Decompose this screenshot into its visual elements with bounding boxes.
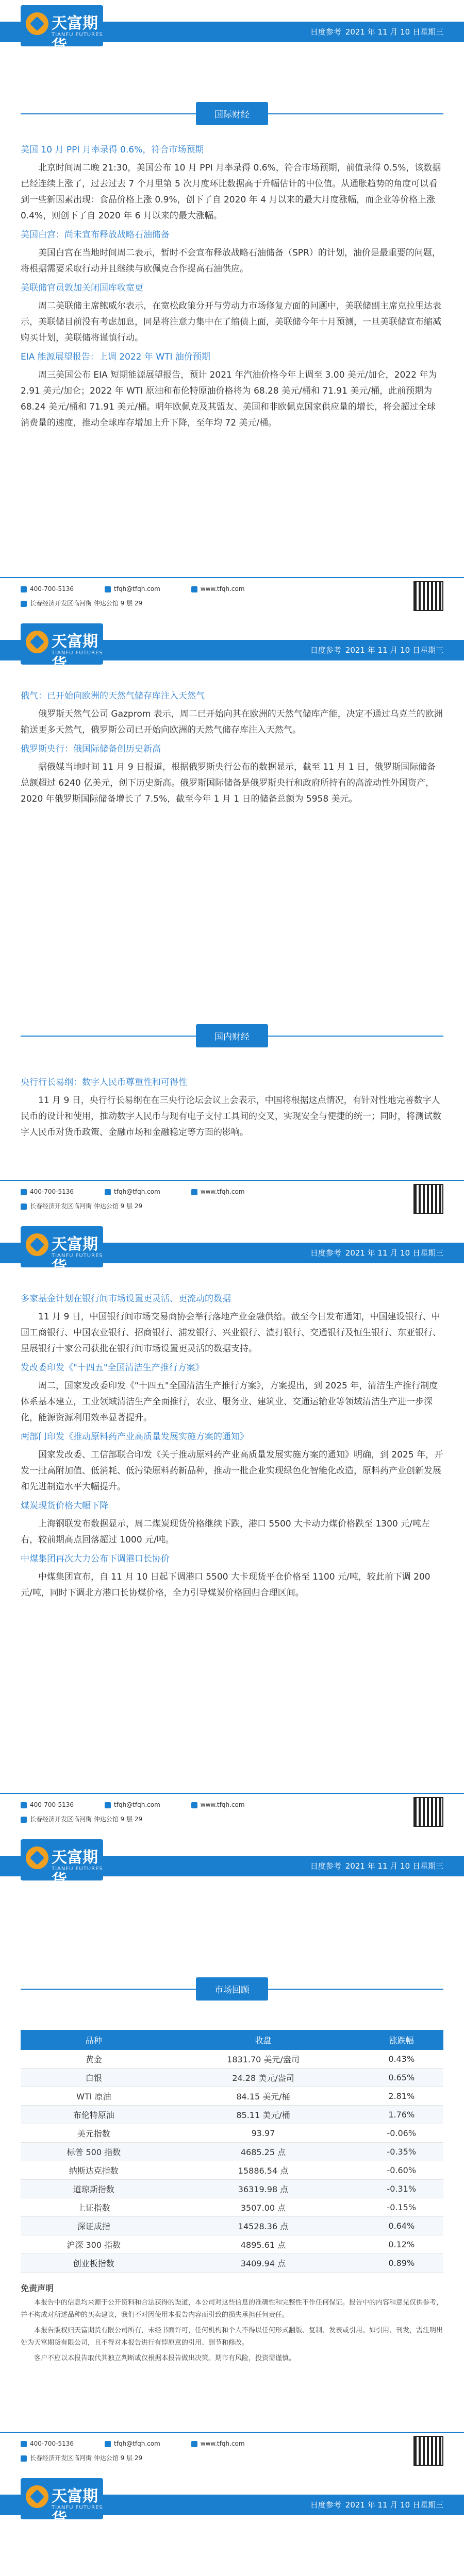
news-headline: 中煤集团再次大力公布下调港口长协价 [21, 1554, 170, 1564]
domestic-news-part1 [21, 1072, 443, 1144]
page-header: 天富期货 TIANFU FUTURES 日度参考 2021 年 11 月 10 日星期三 [0, 2473, 464, 2524]
column-header: 品种 [21, 2030, 167, 2050]
table-row: 美元指数 93.97 -0.06% [21, 2124, 443, 2143]
logo-icon [26, 12, 48, 35]
column-header: 涨跌幅 [359, 2030, 443, 2050]
news-body: 周三美国公布 EIA 短期能源展望报告，预计 2021 年汽油价格今年上调至 3.00 美元/加仑，2022 年为 2.91 美元/加仑；2022 年 WTI 原油和布伦特原油价格将为 68.28 美元/桶和 71.91 美元/桶，此前预期为 68.24 美元/桶和 71.91 美元/桶。明年欧佩克及其盟友、美国和非欧佩克国家供应量的增长，将会超过全球消费量的速度，推动全球库存增加上升下降，至年均 72 美元/桶。 [21, 370, 437, 428]
qr-code [413, 581, 443, 611]
table-row: 深证成指 14528.36 点 0.64% [21, 2217, 443, 2235]
section-title: 国际财经 [196, 102, 268, 125]
page-footer: 400-700-5136 tfqh@tfqh.com www.tfqh.com 长春经济开发区临河街 仲达公馆 9 层 29 [0, 2432, 464, 2469]
intl-news-part1 [21, 139, 443, 434]
table-row: 布伦特原油 85.11 美元/桶 1.76% [21, 2106, 443, 2124]
news-body: 周二，国家发改委印发《"十四五"全国清洁生产推行方案》，方案提出，到 2025 年，清洁生产推行制度体系基本建立，工业领域清洁生产全面推行，农业、服务业、建筑业、交通运输业等领域清洁生产进一步深化，能源资源利用效率显著提升。 [21, 1381, 438, 1423]
table-row: 道琼斯指数 36319.98 点 -0.31% [21, 2180, 443, 2198]
news-headline: 煤炭现货价格大幅下降 [21, 1501, 108, 1511]
disclaimer-title: 免责声明 [21, 2283, 54, 2293]
page-header: 天富期货 TIANFU FUTURES 日度参考 2021 年 11 月 10 日星期三 [0, 1221, 464, 1273]
report-date: 日度参考 2021 年 11 月 10 日星期三 [310, 27, 443, 37]
news-body: 11 月 9 日，央行行长易纲在在三央行论坛会议上会表示，中国将根据这点情况，有针对性地完善数字人民币的设计和使用，推动数字人民币与现有电子支付工具间的交叉，实现安全与便捷的统一；同时，将测试数字人民币对货币政策、金融市场和金融稳定等方面的影响。 [21, 1095, 441, 1138]
news-headline: 多家基金计划在银行间市场设置更灵活、更流动的数据 [21, 1294, 231, 1304]
logo-subtext: TIANFU FUTURES [52, 32, 103, 38]
section-header-intl [0, 98, 464, 129]
news-headline: 美国 10 月 PPI 月率录得 0.6%，符合市场预期 [21, 145, 204, 155]
table-row: 上证指数 3507.00 点 -0.15% [21, 2198, 443, 2217]
page-header [0, 0, 464, 55]
news-headline: 央行行长易纲：数字人民币尊重性和可得性 [21, 1077, 187, 1088]
section-title: 国内财经 [196, 1024, 268, 1047]
table-row: 沪深 300 指数 4895.61 点 0.12% [21, 2235, 443, 2254]
news-headline: 俄气：已开始向欧洲的天然气储存库注入天然气 [21, 691, 205, 701]
table-row: 纳斯达克指数 15886.54 点 -0.60% [21, 2161, 443, 2180]
page-header: 天富期货 TIANFU FUTURES 日度参考 2021 年 11 月 10 日星期三 [0, 1834, 464, 1886]
web-icon [191, 586, 197, 592]
table-row: 白银 24.28 美元/盎司 0.65% [21, 2069, 443, 2087]
news-body: 中煤集团宣布，自 11 月 10 日起下调港口 5500 大卡现货平仓价格至 1100 元/吨，较此前下调 200 元/吨，同时下调北方港口长协煤价格，全力引导煤炭价格回归合理区间。 [21, 1572, 430, 1598]
domestic-news-part2 [21, 1288, 443, 1604]
logo-text: 天富期货 [52, 14, 98, 55]
news-body: 北京时间周二晚 21:30，美国公布 10 月 PPI 月率录得 0.6%，符合市场预期，前值录得 0.5%，该数据已经连续上涨了，过去过去 7 个月里第 5 次月度环比数据高于升幅估计的中位值。从通胀趋势的角度可以看到一些新因素出现：食品价格上涨 0.9%，创下了自 2020 年 4 月以来的最大月度涨幅，而企业等价格上涨 0.4%，则创下了自 2020 年 6 月以来的最大涨幅。 [21, 163, 441, 221]
intl-news-part2 [21, 685, 443, 810]
news-headline: 发改委印发《"十四五"全国清洁生产推行方案》 [21, 1363, 204, 1373]
news-headline: 美联储官员敦加关闭国库收宽更 [21, 283, 143, 293]
news-body: 11 月 9 日，中国银行间市场交易商协会举行落地产业金融供给。截至今日发布通知，中国建设银行、中国工商银行、中国农业银行、招商银行、浦发银行、兴业银行、渣打银行、交通银行及恒生银行、东亚银行、星展银行十家公司获批在银行间市场设置更灵活的数据支持。 [21, 1312, 441, 1354]
logo [21, 5, 103, 55]
column-header: 收盘 [167, 2030, 360, 2050]
disclaimer-text: 本报告中的信息均来源于公开资料和合法获得的渠道，本公司对这些信息的准确性和完整性不作任何保证。报告中的内容和意见仅供参考，并不构成对所述品种的买卖建议，我们不对因使用本报告内容而引致的损失承担任何责任。 [21, 2299, 443, 2319]
news-body: 周二美联储主席鲍威尔表示，在宽松政策分开与劳动力市场修复方面的问题中，美联储副主席克拉里达表示，美联储目前没有考虑加息，同是将注意力集中在了缩债上面，美联储今年十月预测，一旦美联储宣布缩减购买计划，美联储将谨慎行动。 [21, 301, 441, 343]
table-row: 黄金 1831.70 美元/盎司 0.43% [21, 2050, 443, 2069]
section-header-domestic [0, 1020, 464, 1051]
news-body: 美国白宫在当地时间周二表示，暂时不会宣布释放战略石油储备（SPR）的计划，油价是最重要的问题，将根据需要采取行动并且继续与欧佩克合作提高石油供应。 [21, 248, 441, 274]
table-row: 创业板指数 3409.94 点 0.89% [21, 2254, 443, 2273]
disclaimer-text: 本报告版权归天富期货有限公司所有，未经书面许可，任何机构和个人不得以任何形式翻版、复制、发表或引用。如引用、刊发，需注明出处为天富期货有限公司，且不得对本报告进行有悖原意的引用、删节和修改。 [21, 2327, 443, 2347]
news-headline: 美国白宫：尚未宣布释放战略石油储备 [21, 230, 170, 240]
disclaimer [21, 2282, 443, 2368]
table-row: WTI 原油 84.15 美元/桶 2.81% [21, 2087, 443, 2106]
phone-icon [21, 586, 27, 592]
location-icon [21, 601, 27, 607]
news-headline: EIA 能源展望报告：上调 2022 年 WTI 油价预期 [21, 352, 210, 362]
news-body: 俄罗斯天然气公司 Gazprom 表示，周二已开始向其在欧洲的天然气储库产能，决定不通过乌克兰的欧洲输送更多天然气，俄罗斯公司已开始向欧洲的天然气储存库注入天然气。 [21, 709, 443, 735]
page-header: 天富期货 TIANFU FUTURES 日度参考 2021 年 11 月 10 日星期三 [0, 618, 464, 670]
news-body: 据俄媒当地时间 11 月 9 日报道，根据俄罗斯央行公布的数据显示，截至 11 月 1 日，俄罗斯国际储备总额超过 6240 亿美元，创下历史新高。俄罗斯国际储备是俄罗斯央行和政府所持有的高流动性外国资产，2020 年俄罗斯国际储备增长了 7.5%，截至今年 1 月 1 日的储备总额为 5958 美元。 [21, 762, 436, 804]
page-footer: 400-700-5136 tfqh@tfqh.com www.tfqh.com 长春经济开发区临河街 仲达公馆 9 层 29 [0, 1180, 464, 1217]
news-headline: 两部门印发《推动原料药产业高质量发展实施方案的通知》 [21, 1432, 248, 1442]
section-header-market [0, 1973, 464, 2004]
disclaimer-text: 客户不应以本报告取代其独立判断或仅根据本报告做出决策。期市有风险，投资需谨慎。 [34, 2354, 296, 2362]
page-footer: 400-700-5136 tfqh@tfqh.com www.tfqh.com 长春经济开发区临河街 仲达公馆 9 层 29 [0, 577, 464, 614]
mail-icon [105, 586, 111, 592]
news-headline: 俄罗斯央行：俄国际储备创历史新高 [21, 744, 161, 754]
news-body: 上海钢联发布数据显示，周二煤炭现货价格继续下跌，港口 5500 大卡动力煤价格跌至 1300 元/吨左右，较前期高点回落超过 1000 元/吨。 [21, 1519, 430, 1545]
section-title: 市场回顾 [196, 1977, 268, 2001]
news-body: 国家发改委、工信部联合印发《关于推动原料药产业高质量发展实施方案的通知》明确，到 2025 年，开发一批高附加值、低消耗、低污染原料药新品种，推动一批企业实现绿色化智能化改造，原料药产业创新发展和先进制造水平大幅提升。 [21, 1450, 443, 1492]
page-footer: 400-700-5136 tfqh@tfqh.com www.tfqh.com 长春经济开发区临河街 仲达公馆 9 层 29 [0, 1793, 464, 1830]
table-row: 标普 500 指数 4685.25 点 -0.35% [21, 2143, 443, 2161]
market-table [21, 2030, 443, 2273]
